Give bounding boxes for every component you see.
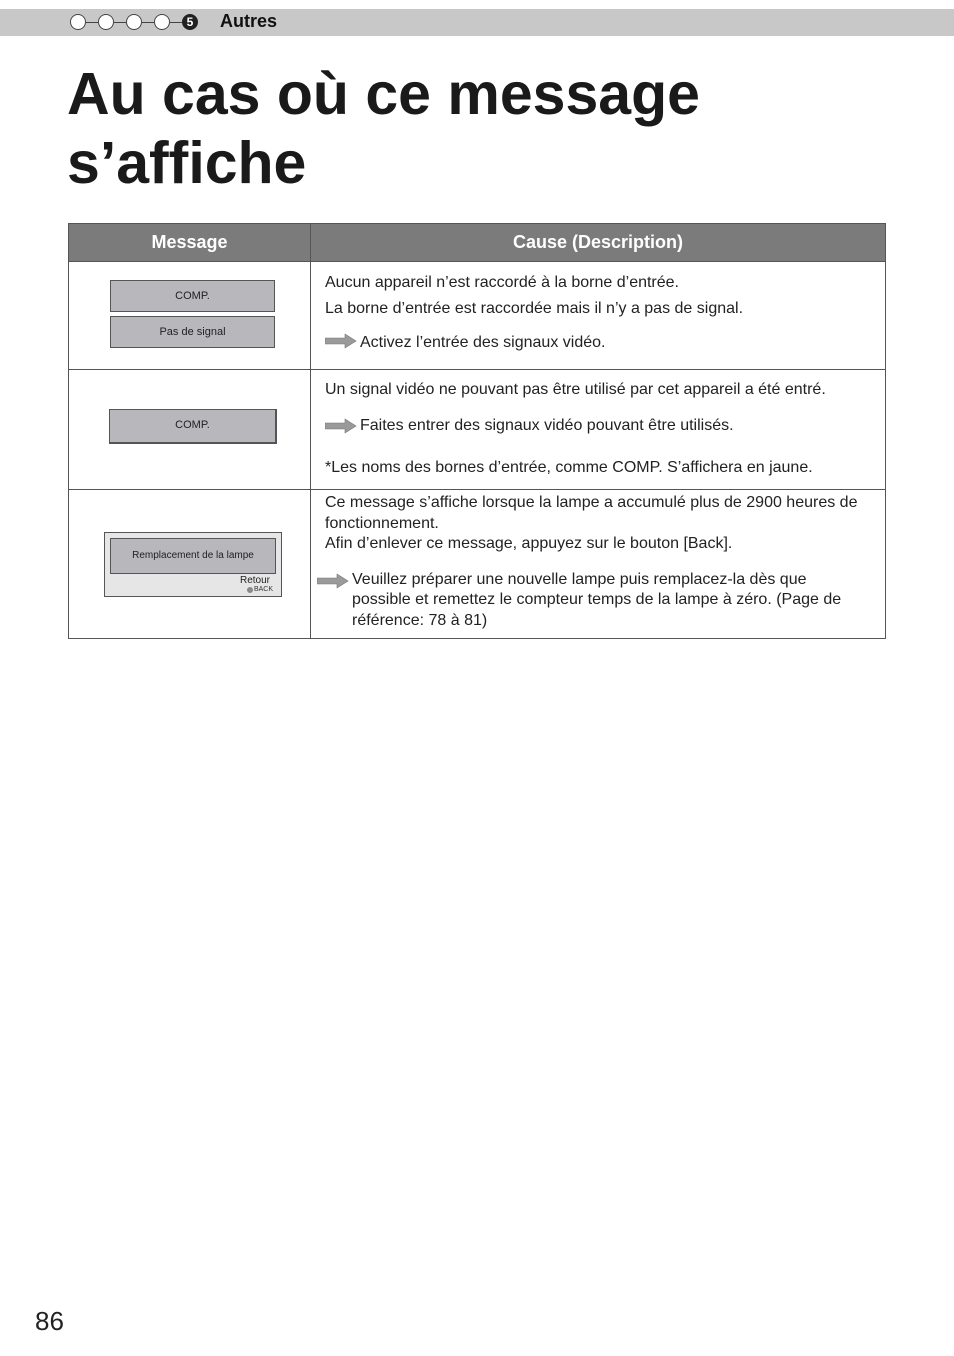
- cause-cell: [311, 370, 886, 490]
- table-row: [69, 490, 886, 639]
- action-line: [317, 570, 875, 632]
- step-circle-icon: [98, 14, 114, 30]
- action-text: Faites entrer des signaux vidéo pouvant être utilisés.: [360, 417, 734, 434]
- message-cell: [69, 490, 311, 639]
- page-title-line-1: Au cas où ce message: [67, 61, 700, 127]
- osd-input-label: COMP.: [109, 409, 277, 444]
- step-circle-icon: [70, 14, 86, 30]
- osd-no-signal: Pas de signal: [110, 316, 275, 348]
- arrow-right-icon: [325, 418, 357, 434]
- cause-text: La borne d’entrée est raccordée mais il n’y a pas de signal.: [325, 300, 744, 317]
- step-connector: [114, 22, 126, 23]
- action-text: Activez l’entrée des signaux vidéo.: [360, 334, 606, 351]
- osd-input-label: COMP.: [110, 280, 275, 312]
- arrow-right-icon: [317, 573, 349, 589]
- chapter-header-bar: [0, 9, 954, 36]
- step-connector: [142, 22, 154, 23]
- table-row: [69, 370, 886, 490]
- osd-back-label: BACK: [253, 586, 273, 593]
- action-text: Veuillez préparer une nouvelle lampe puis remplacez-la dès que possible et remettez le compteur temps de la lampe à zéro. (Page de référence: 78 à 81): [352, 570, 842, 629]
- cause-text: Aucun appareil n’est raccordé à la borne d’entrée.: [325, 274, 679, 291]
- step-connector: [170, 22, 182, 23]
- osd-back-hint: [247, 586, 273, 593]
- active-step-icon: 5: [182, 14, 198, 30]
- cause-cell: [311, 490, 886, 639]
- page-title-line-2: s’affiche: [67, 130, 307, 196]
- osd-lamp-dialog: [104, 532, 282, 597]
- column-header-message: Message: [69, 224, 311, 262]
- step-connector: [86, 22, 98, 23]
- cause-text: Afin d’enlever ce message, appuyez sur le bouton [Back].: [325, 535, 733, 552]
- page-number: 86: [35, 1306, 64, 1336]
- back-button-icon: [247, 587, 253, 593]
- action-line: [325, 330, 875, 356]
- arrow-right-icon: [325, 333, 357, 349]
- message-cell: [69, 370, 311, 490]
- message-cell: [69, 262, 311, 370]
- chapter-steps: [70, 12, 198, 32]
- osd-lamp-message: Remplacement de la lampe: [110, 538, 276, 574]
- column-header-cause: Cause (Description): [311, 224, 886, 262]
- table-row: [69, 262, 886, 370]
- page-title: [67, 60, 867, 198]
- cause-text: Ce message s’affiche lorsque la lampe a accumulé plus de 2900 heures de fonctionnement.: [325, 494, 858, 532]
- step-circle-icon: [154, 14, 170, 30]
- section-name: Autres: [220, 11, 278, 31]
- step-circle-icon: [126, 14, 142, 30]
- action-line: [325, 415, 875, 436]
- osd-retour-label: Retour: [239, 575, 270, 586]
- table-header-row: [69, 224, 886, 262]
- message-table: [68, 223, 886, 639]
- cause-text: Un signal vidéo ne pouvant pas être utilisé par cet appareil a été entré.: [325, 381, 826, 398]
- cause-cell: [311, 262, 886, 370]
- note-text: *Les noms des bornes d’entrée, comme COMP. S’affichera en jaune.: [325, 459, 813, 476]
